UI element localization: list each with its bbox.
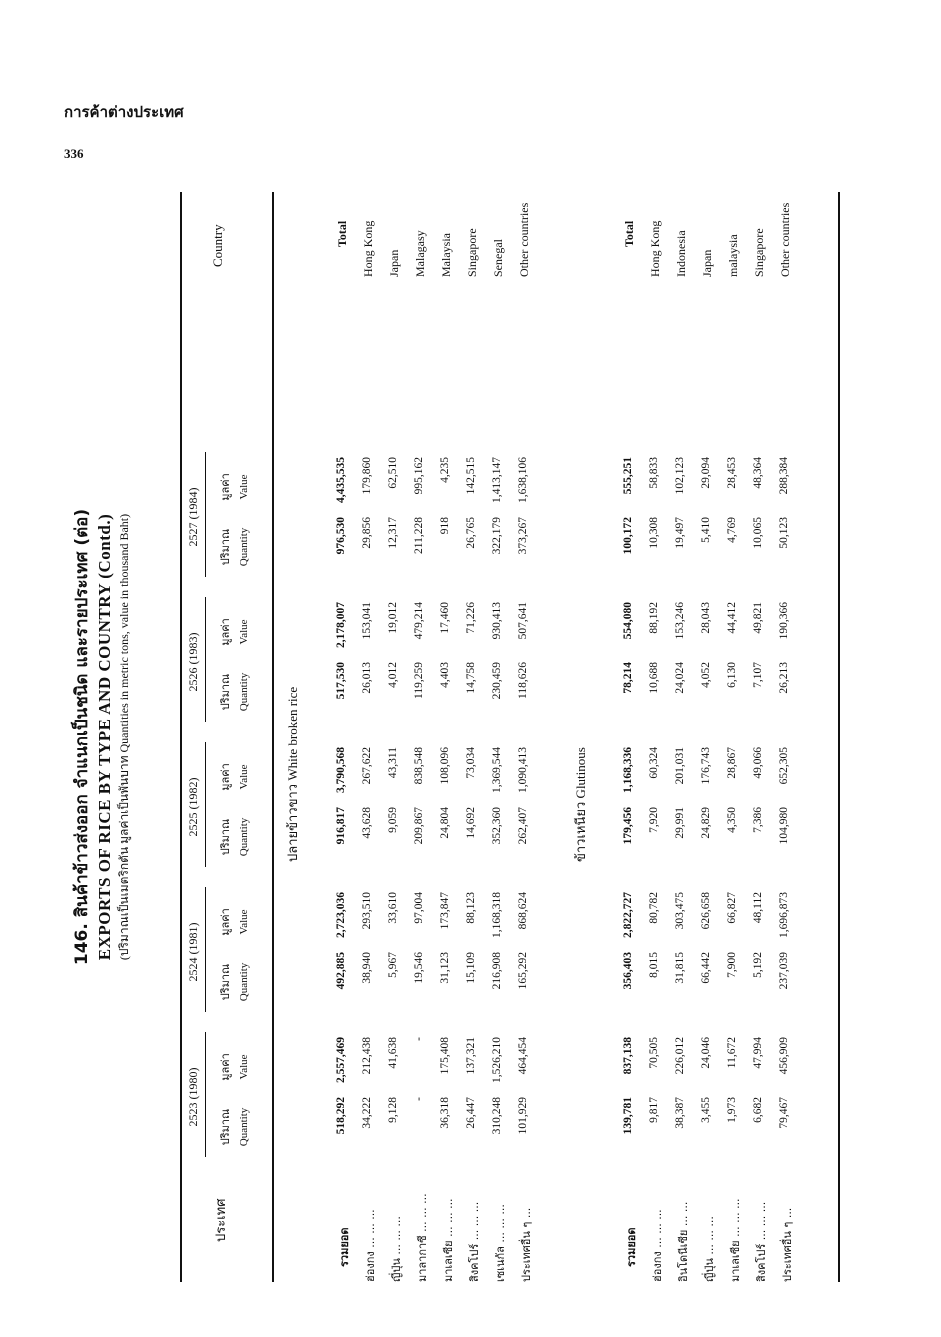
- header-quantity-en-1: Quantity: [238, 962, 250, 1002]
- table-cell: 49,821: [752, 602, 764, 634]
- table-cell: 26,447: [465, 1097, 477, 1129]
- row-label-en: Malagasy: [413, 230, 427, 277]
- header-country-en: Country: [210, 224, 225, 267]
- table-cell: 518,292: [335, 1097, 347, 1135]
- table-cell: 70,505: [648, 1037, 660, 1069]
- table-cell: 176,743: [700, 747, 712, 785]
- header-quantity-th-4: ปริมาณ: [219, 528, 232, 566]
- table-cell: 175,408: [439, 1037, 451, 1075]
- row-label-en: Malaysia: [439, 233, 453, 277]
- table-cell: 17,460: [439, 602, 451, 634]
- table-cell: 29,991: [674, 807, 686, 839]
- table-cell: 9,128: [387, 1097, 399, 1123]
- header-value-en-2: Value: [238, 764, 250, 790]
- table-cell: 1,369,544: [491, 747, 503, 793]
- row-label-th: เซเนกัล ... ... ...: [494, 1204, 507, 1282]
- row-label-th: มาเลเซีย ... ... ...: [442, 1198, 455, 1282]
- table-cell: 976,530: [335, 517, 347, 555]
- table-cell: 28,453: [726, 457, 738, 489]
- header-year-0: 2523 (1980): [186, 1067, 200, 1127]
- table-cell: 66,442: [700, 952, 712, 984]
- table-cell: 29,094: [700, 457, 712, 489]
- table-cell: 2,557,469: [335, 1037, 347, 1083]
- page-header: [64, 100, 184, 162]
- row-label-en: malaysia: [726, 234, 740, 277]
- row-label-th: สิงคโปร์ ... ... ...: [468, 1201, 481, 1282]
- table-cell: 310,248: [491, 1097, 503, 1135]
- table-cell: 373,267: [517, 517, 529, 555]
- table-title-thai: 146. สินค้าข้าวส่งออก จำแนกเป็นชนิด และรายประเทศ (ต่อ): [72, 508, 92, 966]
- header-quantity-th-2: ปริมาณ: [219, 818, 232, 856]
- table-cell: 153,041: [361, 602, 373, 640]
- table-cell: 201,031: [674, 747, 686, 785]
- row-label-en: Hong Kong: [361, 220, 375, 277]
- table-cell: 262,407: [517, 807, 529, 845]
- header-year-line-1: [205, 887, 206, 1012]
- table-cell: 119,259: [413, 662, 425, 699]
- table-cell: 139,781: [622, 1097, 634, 1135]
- table-cell: 79,467: [778, 1097, 790, 1129]
- table-cell: 2,723,036: [335, 892, 347, 938]
- table-cell: 60,324: [648, 747, 660, 779]
- rule-header-bottom: [272, 192, 274, 1282]
- row-label-th: รวมยอด: [625, 1227, 638, 1267]
- table-cell: 26,213: [778, 662, 790, 694]
- table-cell: 153,246: [674, 602, 686, 640]
- table-cell: 165,292: [517, 952, 529, 990]
- table-cell: 1,413,147: [491, 457, 503, 503]
- table-cell: 28,043: [700, 602, 712, 634]
- row-label-th: สิงคโปร์ ... ... ...: [755, 1201, 768, 1282]
- table-cell: 4,235: [439, 457, 451, 483]
- table-cell: 19,012: [387, 602, 399, 634]
- row-label-th: อินโดนีเซีย ... ...: [677, 1201, 690, 1282]
- row-label-th: มาเลเซีย ... ... ...: [729, 1198, 742, 1282]
- table-cell: 209,867: [413, 807, 425, 845]
- table-cell: 995,162: [413, 457, 425, 495]
- table-cell: 48,364: [752, 457, 764, 489]
- table-cell: 930,413: [491, 602, 503, 640]
- table-cell: 267,622: [361, 747, 373, 785]
- table-cell: 838,548: [413, 747, 425, 785]
- header-value-th-3: มูลค่า: [219, 618, 232, 646]
- header-quantity-th-0: ปริมาณ: [219, 1108, 232, 1146]
- table-cell: 58,833: [648, 457, 660, 489]
- table-cell: 555,251: [622, 457, 634, 495]
- table-cell: 179,456: [622, 807, 634, 845]
- table-cell: 19,497: [674, 517, 686, 549]
- table-cell: 14,692: [465, 807, 477, 839]
- table-cell: -: [413, 1097, 425, 1101]
- header-quantity-en-3: Quantity: [238, 672, 250, 712]
- table-cell: -: [413, 1037, 425, 1041]
- table-cell: 118,626: [517, 662, 529, 699]
- table-cell: 43,628: [361, 807, 373, 839]
- table-cell: 288,384: [778, 457, 790, 495]
- row-label-en: Hong Kong: [648, 220, 662, 277]
- table-cell: 28,867: [726, 747, 738, 779]
- header-country-th: ประเทศ: [214, 1198, 229, 1242]
- table-cell: 102,123: [674, 457, 686, 495]
- table-cell: 10,308: [648, 517, 660, 549]
- table-cell: 4,769: [726, 517, 738, 543]
- table-cell: 80,782: [648, 892, 660, 924]
- table-cell: 137,321: [465, 1037, 477, 1075]
- table-cell: 26,013: [361, 662, 373, 694]
- table-cell: 4,052: [700, 662, 712, 688]
- table-cell: 62,510: [387, 457, 399, 489]
- header-value-en-3: Value: [238, 619, 250, 645]
- header-value-th-1: มูลค่า: [219, 908, 232, 936]
- table-title-block: [68, 192, 134, 1282]
- row-label-en: Other countries: [517, 202, 531, 277]
- table-cell: 7,107: [752, 662, 764, 688]
- table-cell: 10,688: [648, 662, 660, 694]
- table-cell: 6,682: [752, 1097, 764, 1123]
- header-year-line-3: [205, 597, 206, 722]
- header-value-en-0: Value: [238, 1054, 250, 1080]
- table-cell: 237,039: [778, 952, 790, 990]
- table-cell: 626,658: [700, 892, 712, 930]
- header-quantity-en-4: Quantity: [238, 527, 250, 567]
- table-cell: 216,908: [491, 952, 503, 990]
- header-value-en-4: Value: [238, 474, 250, 500]
- header-value-en-1: Value: [238, 909, 250, 935]
- table-cell: 1,090,413: [517, 747, 529, 793]
- header-quantity-th-3: ปริมาณ: [219, 673, 232, 711]
- row-label-th: รวมยอด: [338, 1227, 351, 1267]
- table-cell: 837,138: [622, 1037, 634, 1075]
- table-cell: 293,510: [361, 892, 373, 930]
- header-quantity-th-1: ปริมาณ: [219, 963, 232, 1001]
- table-cell: 78,214: [622, 662, 634, 694]
- table-title-english: EXPORTS OF RICE BY TYPE AND COUNTRY (Contd.): [95, 513, 114, 961]
- header-year-2: 2525 (1982): [186, 777, 200, 837]
- rule-bottom: [838, 192, 840, 1282]
- table-cell: 1,526,210: [491, 1037, 503, 1083]
- table-cell: 24,046: [700, 1037, 712, 1069]
- section-title-1: ข้าวเหนียว Glutinous: [573, 747, 588, 862]
- table-cell: 11,672: [726, 1037, 738, 1069]
- table-cell: 5,410: [700, 517, 712, 543]
- row-label-th: มาลากาซี ... ... ...: [416, 1193, 429, 1282]
- table-cell: 916,817: [335, 807, 347, 845]
- table-cell: 41,638: [387, 1037, 399, 1069]
- section-title-0: ปลายข้าวขาว White broken rice: [285, 686, 300, 862]
- header-year-line-2: [205, 742, 206, 867]
- table-cell: 33,610: [387, 892, 399, 924]
- table-cell: 48,112: [752, 892, 764, 924]
- header-value-th-0: มูลค่า: [219, 1053, 232, 1081]
- row-label-en: Singapore: [752, 228, 766, 277]
- table-cell: 24,804: [439, 807, 451, 839]
- table-cell: 24,829: [700, 807, 712, 839]
- table-cell: 179,860: [361, 457, 373, 495]
- table-cell: 507,641: [517, 602, 529, 640]
- row-label-en: Total: [335, 220, 349, 247]
- row-label-th: ประเทศอื่น ๆ ...: [520, 1207, 533, 1282]
- row-label-en: Japan: [387, 249, 401, 277]
- table-cell: 2,178,007: [335, 602, 347, 648]
- header-year-line-0: [205, 1032, 206, 1157]
- table-cell: 31,815: [674, 952, 686, 984]
- row-label-en: Other countries: [778, 202, 792, 277]
- rotated-table-page: [60, 192, 840, 1282]
- table-cell: 66,827: [726, 892, 738, 924]
- table-cell: 868,624: [517, 892, 529, 930]
- table-cell: 1,168,336: [622, 747, 634, 793]
- table-cell: 73,034: [465, 747, 477, 779]
- page-number: 336: [64, 146, 84, 161]
- table-cell: 303,475: [674, 892, 686, 930]
- table-cell: 108,096: [439, 747, 451, 785]
- table-cell: 38,940: [361, 952, 373, 984]
- table-cell: 36,318: [439, 1097, 451, 1129]
- table-cell: 104,980: [778, 807, 790, 845]
- table-cell: 38,387: [674, 1097, 686, 1129]
- table-cell: 5,967: [387, 952, 399, 978]
- table-cell: 492,885: [335, 952, 347, 990]
- table-cell: 44,412: [726, 602, 738, 634]
- table-cell: 3,790,568: [335, 747, 347, 793]
- table-cell: 190,366: [778, 602, 790, 640]
- row-label-en: Senegal: [491, 239, 505, 277]
- table-cell: 12,317: [387, 517, 399, 549]
- table-cell: 71,226: [465, 602, 477, 634]
- table-cell: 652,305: [778, 747, 790, 785]
- header-year-3: 2526 (1983): [186, 632, 200, 692]
- row-label-en: Singapore: [465, 228, 479, 277]
- table-cell: 19,546: [413, 952, 425, 984]
- table-cell: 464,454: [517, 1037, 529, 1075]
- table-cell: 26,765: [465, 517, 477, 549]
- table-cell: 322,179: [491, 517, 503, 555]
- table-cell: 34,222: [361, 1097, 373, 1129]
- table-cell: 7,920: [648, 807, 660, 833]
- table-cell: 173,847: [439, 892, 451, 930]
- table-cell: 211,228: [413, 517, 425, 554]
- table-cell: 49,066: [752, 747, 764, 779]
- row-label-th: ประเทศอื่น ๆ ...: [781, 1207, 794, 1282]
- row-label-th: ฮ่องกง ... ... ...: [364, 1209, 377, 1282]
- table-cell: 918: [439, 517, 451, 535]
- table-cell: 4,435,535: [335, 457, 347, 503]
- table-cell: 10,065: [752, 517, 764, 549]
- table-cell: 9,817: [648, 1097, 660, 1123]
- table-cell: 1,168,318: [491, 892, 503, 938]
- table-cell: 2,822,727: [622, 892, 634, 938]
- table-cell: 4,012: [387, 662, 399, 688]
- table-cell: 352,360: [491, 807, 503, 845]
- header-quantity-en-2: Quantity: [238, 817, 250, 857]
- table-cell: 24,024: [674, 662, 686, 694]
- rule-top: [180, 192, 182, 1282]
- page-header-title: การค้าต่างประเทศ: [64, 103, 184, 121]
- table-cell: 31,123: [439, 952, 451, 984]
- header-quantity-en-0: Quantity: [238, 1107, 250, 1147]
- table-cell: 456,909: [778, 1037, 790, 1075]
- table-cell: 3,455: [700, 1097, 712, 1123]
- table-cell: 15,109: [465, 952, 477, 984]
- row-label-th: ญี่ปุ่น ... ... ...: [703, 1216, 716, 1282]
- table-cell: 97,004: [413, 892, 425, 924]
- table-cell: 356,403: [622, 952, 634, 990]
- table-cell: 7,900: [726, 952, 738, 978]
- table-cell: 43,311: [387, 747, 399, 779]
- table-cell: 1,973: [726, 1097, 738, 1123]
- table-cell: 7,386: [752, 807, 764, 833]
- table-cell: 29,856: [361, 517, 373, 549]
- table-cell: 1,638,106: [517, 457, 529, 503]
- row-label-th: ญี่ปุ่น ... ... ...: [390, 1216, 403, 1282]
- table-cell: 6,130: [726, 662, 738, 688]
- table-cell: 230,459: [491, 662, 503, 700]
- row-label-en: Japan: [700, 249, 714, 277]
- row-label-en: Indonesia: [674, 230, 688, 277]
- header-value-th-4: มูลค่า: [219, 473, 232, 501]
- table-cell: 479,214: [413, 602, 425, 640]
- table-cell: 47,994: [752, 1037, 764, 1069]
- table-cell: 142,515: [465, 457, 477, 495]
- table-cell: 517,530: [335, 662, 347, 700]
- table-cell: 8,015: [648, 952, 660, 978]
- table-cell: 50,123: [778, 517, 790, 549]
- table-cell: 554,080: [622, 602, 634, 640]
- header-value-th-2: มูลค่า: [219, 763, 232, 791]
- table-cell: 1,696,873: [778, 892, 790, 938]
- header-year-line-4: [205, 452, 206, 577]
- row-label-th: ฮ่องกง ... ... ...: [651, 1209, 664, 1282]
- table-cell: 5,192: [752, 952, 764, 978]
- table-cell: 88,123: [465, 892, 477, 924]
- header-year-4: 2527 (1984): [186, 487, 200, 547]
- table-cell: 226,012: [674, 1037, 686, 1075]
- table-cell: 14,758: [465, 662, 477, 694]
- table-units-note: (ปริมาณเป็นเมตริกตัน มูลค่าเป็นพันบาท Quantities in metric tons, value in thousand Baht): [117, 513, 131, 961]
- table-cell: 100,172: [622, 517, 634, 555]
- table-cell: 212,438: [361, 1037, 373, 1075]
- row-label-en: Total: [622, 220, 636, 247]
- table-cell: 4,350: [726, 807, 738, 833]
- header-year-1: 2524 (1981): [186, 922, 200, 982]
- table-cell: 88,192: [648, 602, 660, 634]
- table-cell: 4,403: [439, 662, 451, 688]
- table-cell: 9,059: [387, 807, 399, 833]
- table-cell: 101,929: [517, 1097, 529, 1135]
